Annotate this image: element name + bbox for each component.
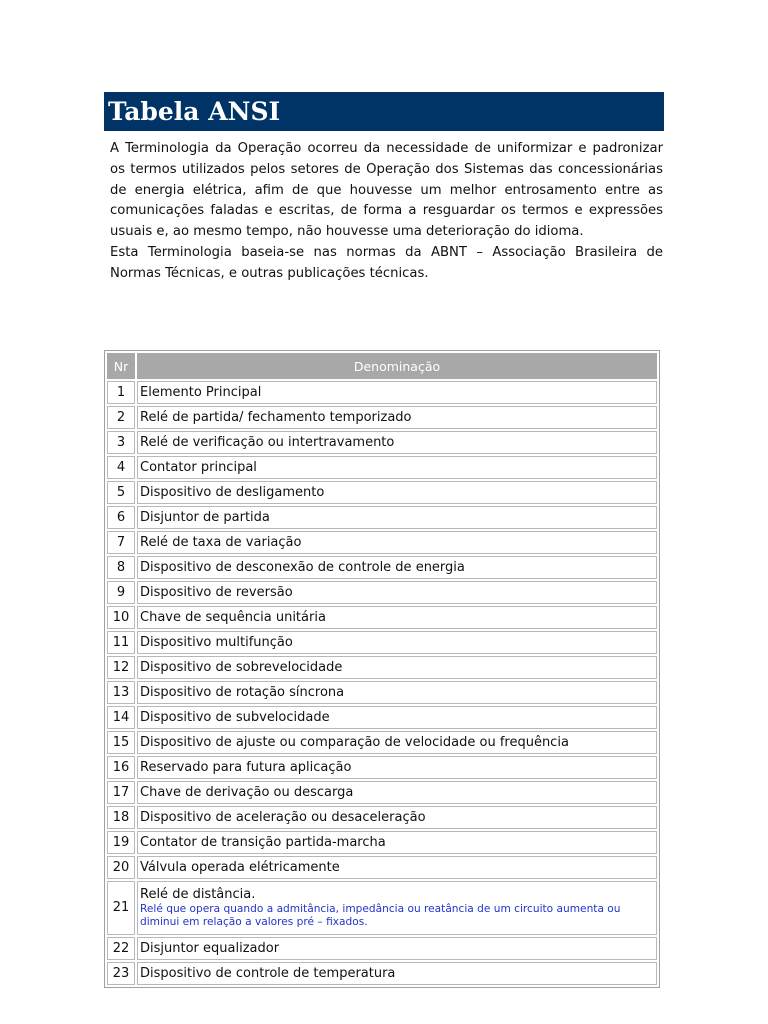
table-row [107,881,657,935]
table-row [107,962,657,985]
row-denominacao: Dispositivo de ajuste ou comparação de velocidade ou frequência [137,731,657,754]
row-denominacao: Contator de transição partida-marcha [137,831,657,854]
table-row [107,706,657,729]
row-denominacao: Relé de verificação ou intertravamento [137,431,657,454]
table-row [107,756,657,779]
table-row [107,831,657,854]
header-denominacao: Denominação [137,353,657,379]
row-number: 1 [107,381,135,404]
table-row [107,806,657,829]
row-denominacao: Dispositivo de sobrevelocidade [137,656,657,679]
row-number: 10 [107,606,135,629]
page-title: Tabela ANSI [108,97,281,126]
row-denominacao: Dispositivo de desligamento [137,481,657,504]
intro-paragraph-2: Esta Terminologia baseia-se nas normas da ABNT – Associação Brasileira de Normas Técnicas, e outras publicações técnicas. [110,244,663,281]
table-header-row [107,353,657,379]
table-row [107,406,657,429]
row-denominacao: Reservado para futura aplicação [137,756,657,779]
table-row [107,556,657,579]
row-denominacao: Dispositivo de subvelocidade [137,706,657,729]
row-number: 13 [107,681,135,704]
table-row [107,531,657,554]
row-number: 4 [107,456,135,479]
table-row [107,856,657,879]
row-denominacao: Disjuntor de partida [137,506,657,529]
row-number: 2 [107,406,135,429]
row-denominacao: Dispositivo de aceleração ou desaceleração [137,806,657,829]
title-bar [104,92,664,131]
table-body [107,381,657,985]
row-number: 9 [107,581,135,604]
row-number: 21 [107,881,135,935]
table-row [107,631,657,654]
table-row [107,456,657,479]
row-number: 20 [107,856,135,879]
row-number: 6 [107,506,135,529]
row-denominacao [137,881,657,935]
row-denominacao: Contator principal [137,456,657,479]
header-nr: Nr [107,353,135,379]
row-denominacao: Dispositivo de controle de temperatura [137,962,657,985]
row-denominacao: Dispositivo de rotação síncrona [137,681,657,704]
row-denominacao: Disjuntor equalizador [137,937,657,960]
row-title: Relé de distância. [140,886,256,902]
intro-paragraph-1: A Terminologia da Operação ocorreu da necessidade de uniformizar e padronizar os termos utilizados pelos setores de Operação dos Sistemas das concessionárias de energia elétrica, afim de que houvesse um melhor entrosamento entre as comunicações faladas e escritas, de forma a resguardar os termos e expressões usuais e, ao mesmo tempo, não houvesse uma deterioração do idioma. [110,141,663,240]
table-row [107,581,657,604]
row-denominacao: Relé de partida/ fechamento temporizado [137,406,657,429]
row-denominacao: Elemento Principal [137,381,657,404]
intro-text [110,139,663,285]
table-row [107,606,657,629]
row-number: 16 [107,756,135,779]
row-number: 7 [107,531,135,554]
table-row [107,781,657,804]
row-number: 23 [107,962,135,985]
row-denominacao: Dispositivo de reversão [137,581,657,604]
table-row [107,431,657,454]
document-page [104,92,664,981]
table-row [107,381,657,404]
row-number: 15 [107,731,135,754]
row-denominacao: Dispositivo multifunção [137,631,657,654]
row-description: Relé que opera quando a admitância, impedância ou reatância de um circuito aumenta ou diminui em relação a valores pré – fixados. [140,902,621,928]
row-denominacao: Válvula operada elétricamente [137,856,657,879]
table-row [107,656,657,679]
row-number: 11 [107,631,135,654]
row-denominacao: Chave de derivação ou descarga [137,781,657,804]
table-row [107,937,657,960]
table-row [107,681,657,704]
row-number: 14 [107,706,135,729]
row-number: 12 [107,656,135,679]
row-denominacao: Dispositivo de desconexão de controle de energia [137,556,657,579]
row-number: 17 [107,781,135,804]
row-number: 22 [107,937,135,960]
table-row [107,731,657,754]
row-number: 19 [107,831,135,854]
row-number: 3 [107,431,135,454]
row-number: 18 [107,806,135,829]
table-row [107,481,657,504]
row-number: 8 [107,556,135,579]
row-denominacao: Chave de sequência unitária [137,606,657,629]
row-denominacao: Relé de taxa de variação [137,531,657,554]
row-number: 5 [107,481,135,504]
ansi-table [104,350,660,988]
table-row [107,506,657,529]
